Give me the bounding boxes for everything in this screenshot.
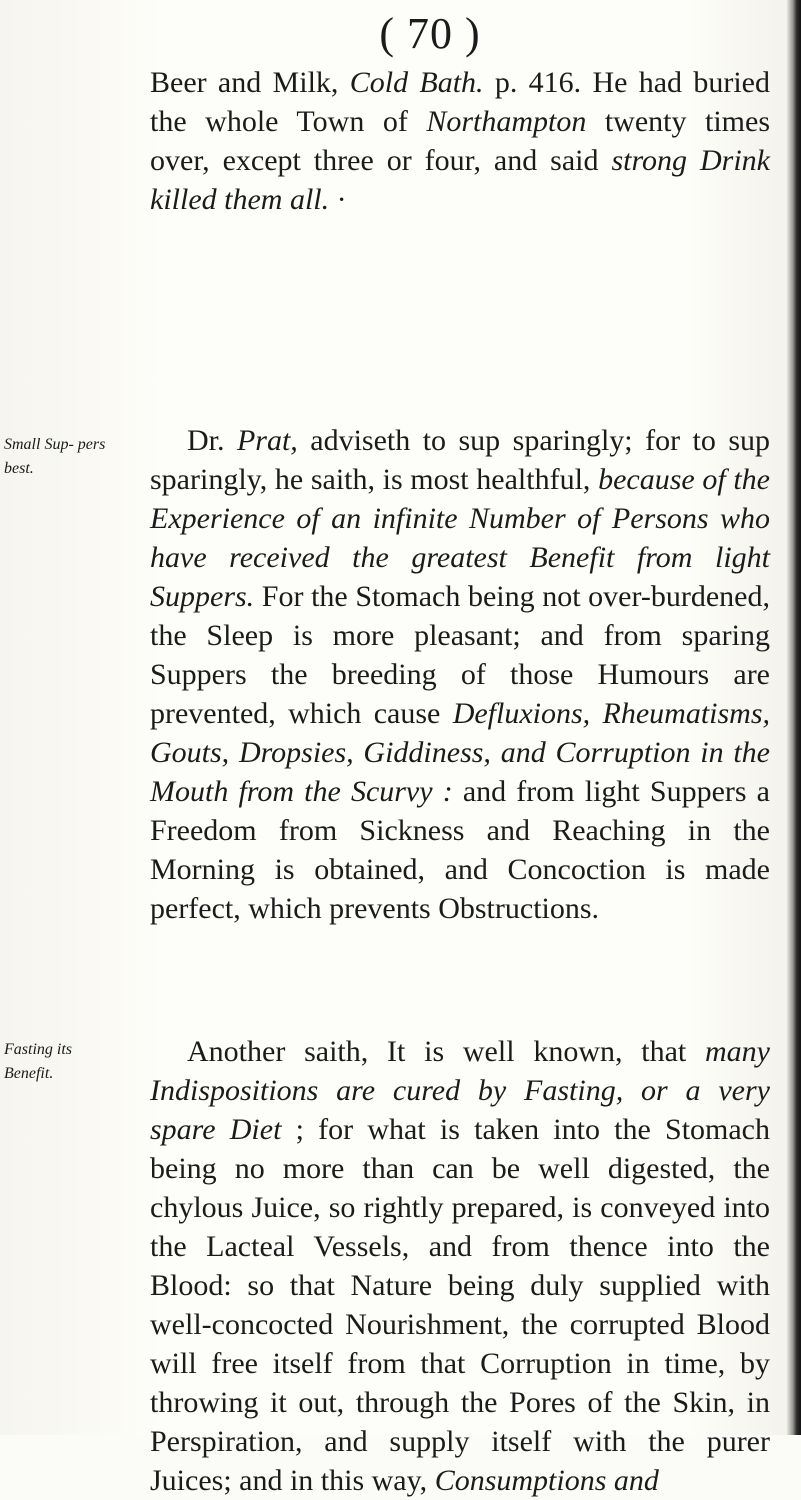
p1-text-1: Beer and Milk, [150, 66, 350, 99]
paragraph-1 [150, 63, 770, 219]
p2-text-1: Dr. [187, 424, 237, 457]
p2-italic-1: Prat, [236, 424, 298, 457]
page-edge [787, 0, 801, 1435]
p2-text-3: For the Stomach being not over-burdened, the Sleep is more pleasant; and from sparing Suppers the breeding of those Humours are prevented, which cause [150, 580, 770, 730]
margin-note-small-suppers: Small Sup- pers best. [4, 436, 106, 477]
page-number: ( 70 ) [379, 9, 481, 58]
p1-text-4: · [329, 183, 347, 216]
p1-italic-2: Northampton [426, 105, 587, 138]
p1-italic-1: Cold Bath. [349, 66, 484, 99]
paragraph-2 [150, 421, 770, 928]
p1-italic-3: strong Drink killed them all. [150, 144, 770, 216]
p2-italic-3: Defluxions, Rheumatisms, Gouts, Dropsies, Giddiness, and Corruption in the Mouth from the Scurvy : [150, 697, 770, 808]
margin-note-fasting: Fasting its Benefit. [4, 1041, 73, 1082]
p1-text-2: p. 416. He had buried the whole Town of [150, 66, 770, 138]
p2-text-4: and from light Suppers a Freedom from Sickness and Reaching in the Morning is obtained, and Concoction is made perfect, which prevents Obstructions. [150, 775, 770, 925]
p3-italic-2: Consumptions and [434, 1464, 659, 1497]
p3-text-2: ; for what is taken into the Stomach being no more than can be well digested, the chylous Juice, so rightly prepared, is conveyed into the Lacteal Vessels, and from thence into the Blood: so that Nature being duly supplied with well-concocted Nourishment, the corrupted Blood will free itself from that Corruption in time, by throwing it out, through the Pores of the Skin, in Perspiration, and supply itself with the purer Juices; and in this way, [150, 1113, 771, 1497]
p1-text-3: twenty times over, except three or four, and said [150, 105, 770, 177]
p2-text-2: adviseth to sup sparingly; for to sup sparingly, he saith, is most healthful, [150, 424, 770, 496]
p3-text-1: Another saith, It is well known, that [187, 1035, 706, 1068]
p2-italic-2: because of the Experience of an infinite Number of Persons who have received the greatest Benefit from light Suppers. [150, 463, 770, 613]
paragraph-3 [150, 1032, 770, 1500]
p3-italic-1: many Indispositions are cured by Fasting, or a very spare Diet [150, 1035, 770, 1146]
